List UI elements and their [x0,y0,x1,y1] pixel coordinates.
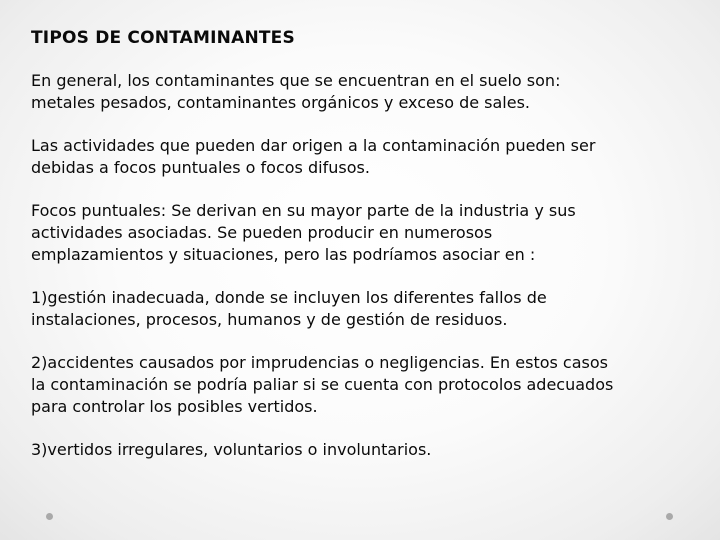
slide-body [31,70,691,482]
paragraph-actividades: Las actividades que pueden dar origen a la contaminación pueden ser debidas a focos puntuales o focos difusos. [31,136,596,177]
slide-title: TIPOS DE CONTAMINANTES [31,28,295,48]
decorative-dot-right [666,513,673,520]
list-item-3: 3)vertidos irregulares, voluntarios o involuntarios. [31,440,432,459]
paragraph-focos-puntuales: Focos puntuales: Se derivan en su mayor parte de la industria y sus actividades asociadas. Se pueden producir en numerosos emplazamientos y situaciones, pero las podríamos asociar en : [31,201,576,264]
decorative-dot-left [46,513,53,520]
list-item-1: 1)gestión inadecuada, donde se incluyen los diferentes fallos de instalaciones, procesos, humanos y de gestión de residuos. [31,288,547,329]
list-item-2: 2)accidentes causados por imprudencias o negligencias. En estos casos la contaminación se podría paliar si se cuenta con protocolos adecuados para controlar los posibles vertidos. [31,353,614,416]
paragraph-general: En general, los contaminantes que se encuentran en el suelo son: metales pesados, contaminantes orgánicos y exceso de sales. [31,71,561,112]
